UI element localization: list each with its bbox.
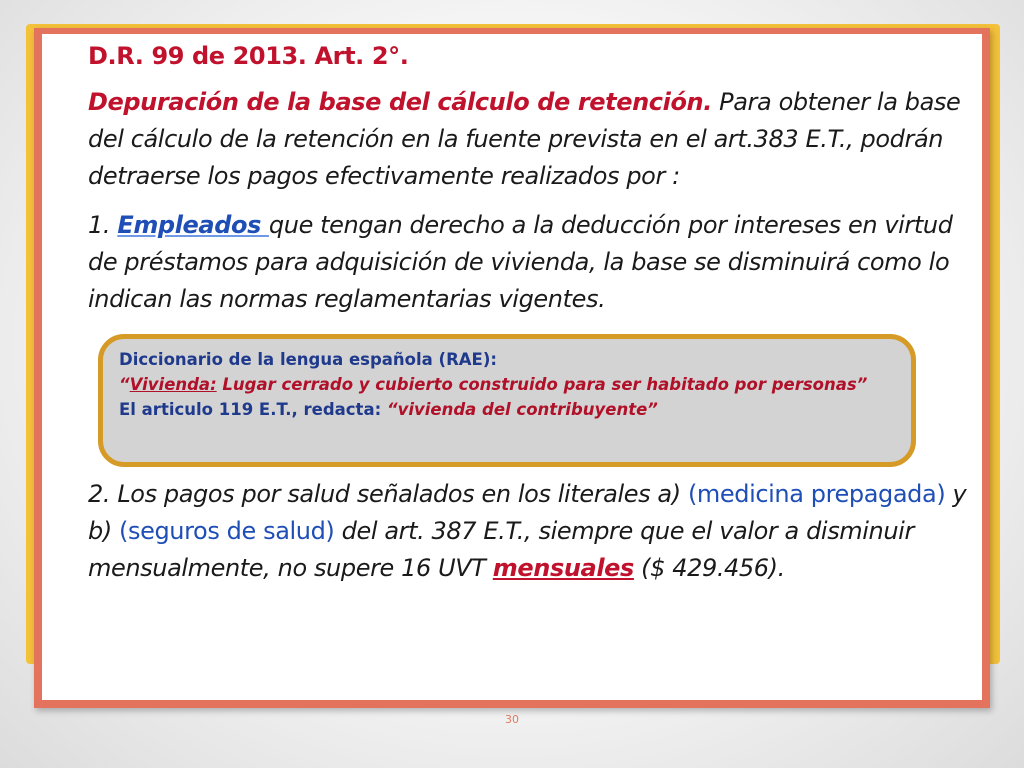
- heading-text: D.R. 99 de 2013. Art. 2°.: [88, 42, 409, 70]
- paragraph-salud: [88, 476, 968, 587]
- salud-text-4: ($ 429.456).: [633, 554, 785, 582]
- paragraph-body: Para obtener la base del cálculo de la retención en la fuente prevista en el art.383 E.T., podrán detraerse los pagos efectivamente realizados por :: [88, 88, 961, 190]
- mensuales-emphasis: mensuales: [492, 554, 634, 582]
- paragraph-empleados: [88, 207, 968, 318]
- defined-term: Vivienda:: [129, 375, 217, 394]
- callout-source: Diccionario de la lengua española (RAE):: [119, 350, 497, 369]
- article-reference: El articulo 119 E.T., redacta:: [119, 400, 387, 419]
- definition-callout: [98, 334, 916, 467]
- paragraph-body: que tengan derecho a la deducción por intereses en virtud de préstamos para adquisición de vivienda, la base se disminuirá como lo indican las normas reglamentarias vigentes.: [88, 211, 953, 313]
- article-quote: “vivienda del contribuyente”: [386, 400, 658, 419]
- salud-text-2: y b): [88, 480, 967, 545]
- callout-definition: [119, 372, 891, 397]
- list-number: 1.: [88, 211, 118, 239]
- medicina-prepagada: (medicina prepagada): [687, 480, 946, 508]
- quote-open: “: [119, 375, 130, 394]
- definition-text: Lugar cerrado y cubierto construido para ser habitado por personas”: [216, 375, 868, 394]
- seguros-salud: (seguros de salud): [119, 517, 335, 545]
- paragraph-depuracion: [88, 84, 968, 195]
- callout-article: [119, 397, 891, 422]
- page-number: 30: [505, 713, 519, 726]
- paragraph-title: Depuración de la base del cálculo de retención.: [88, 88, 712, 116]
- salud-text-3: del art. 387 E.T., siempre que el valor a disminuir mensualmente, no supere 16 UVT: [88, 517, 914, 582]
- empleados-link[interactable]: Empleados: [117, 211, 269, 239]
- salud-text-1: 2. Los pagos por salud señalados en los literales a): [88, 480, 688, 508]
- slide-heading: [88, 38, 408, 75]
